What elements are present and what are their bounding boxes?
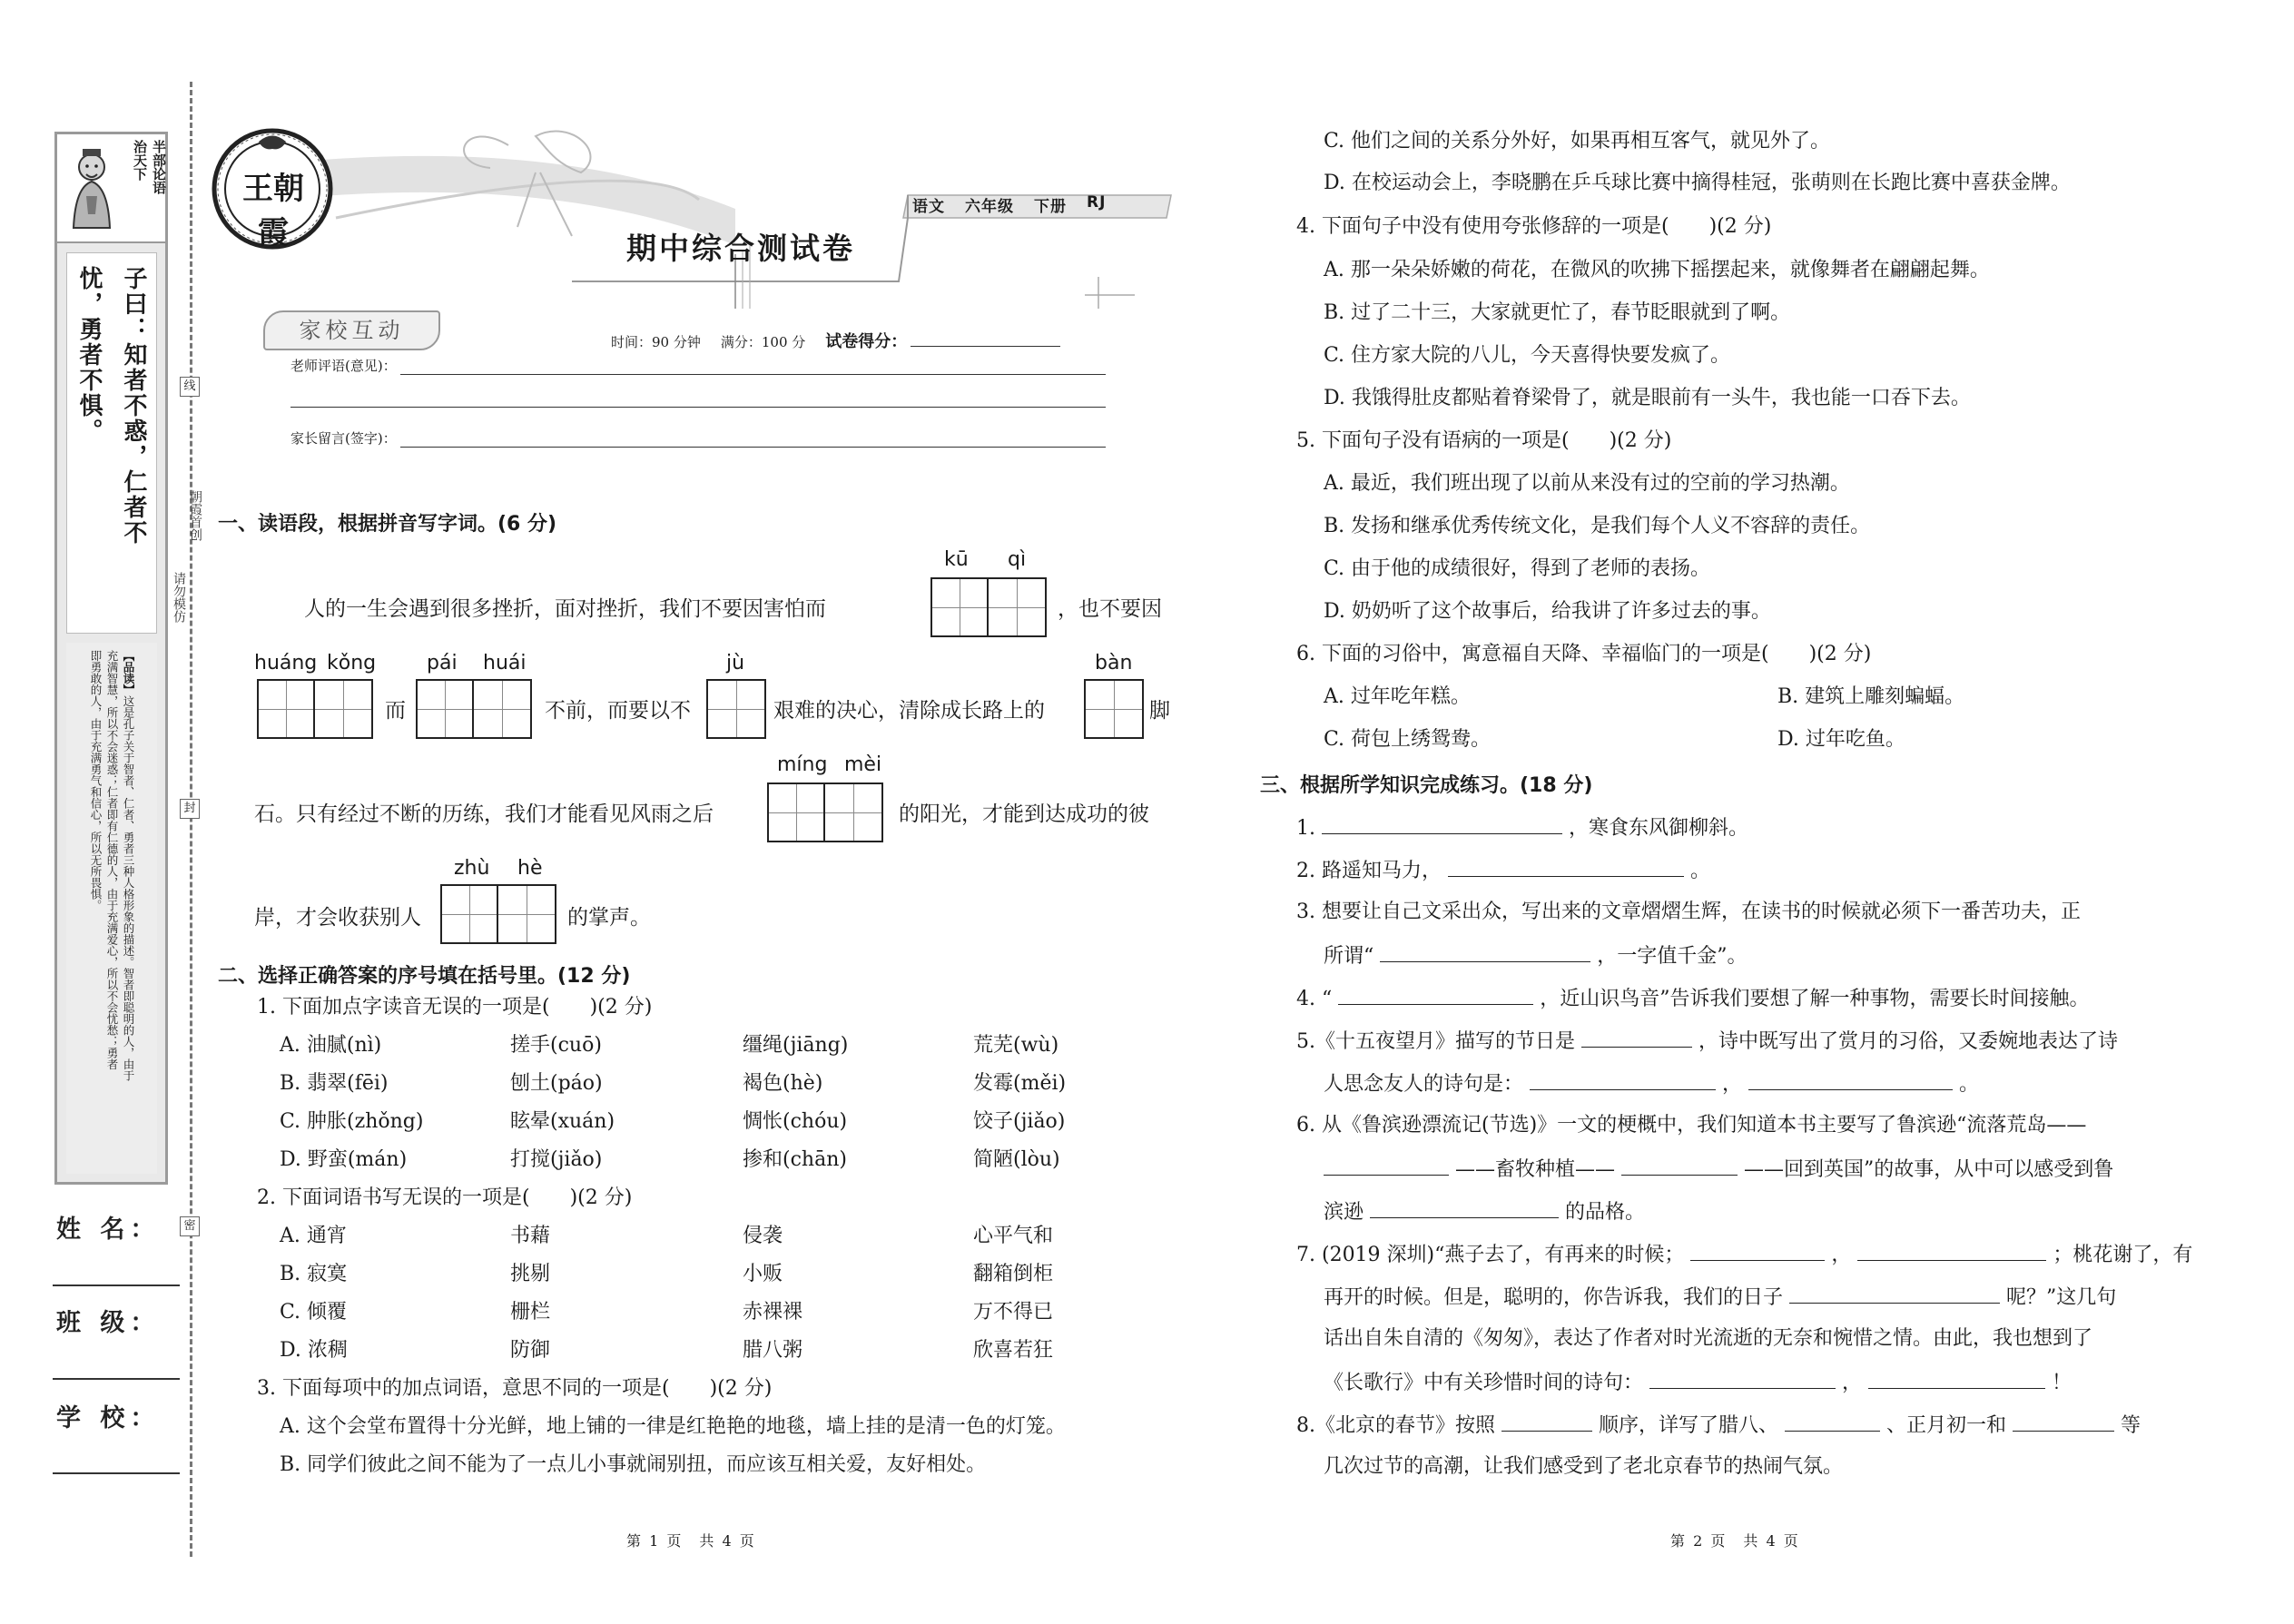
f7-row-1 (1296, 1239, 2192, 1270)
write-box-zhuhe[interactable] (440, 884, 556, 944)
f8-row-1 (1296, 1410, 2141, 1441)
write-cell[interactable] (474, 681, 530, 737)
page-2-footer: 第 2 页 共 4 页 (1670, 1532, 1800, 1550)
parent-comment-row (290, 428, 1106, 448)
f1-num: 1. (1296, 817, 1315, 840)
quote-col-1: 子曰：知者不惑，仁者不 (120, 266, 147, 546)
q2-d-4: 欣喜若狂 (973, 1339, 1054, 1362)
write-cell[interactable] (989, 579, 1045, 635)
q4-option-b: B. 过了二十三，大家就更忙了，春节眨眼就到了啊。 (1324, 301, 1791, 324)
q5-option-c: C. 由于他的成绩很好，得到了老师的表扬。 (1324, 557, 1711, 580)
f7-blank-5[interactable] (1868, 1367, 2045, 1389)
teacher-comment-label: 老师评语(意见)： (290, 358, 397, 374)
write-cell[interactable] (259, 681, 315, 737)
exam-meta (611, 329, 1060, 352)
pinyin-qi: qì (1008, 548, 1027, 571)
q2-a-2: 书藉 (510, 1225, 551, 1247)
para-line-3b: 的阳光，才能到达成功的彼 (899, 802, 1149, 826)
note-line-1: 这是孔子关于智者、仁者、勇者三种人格形象的描述。智者即聪明的人，由于 (122, 695, 135, 1081)
f6-text-b: ——畜牧种植—— (1455, 1158, 1616, 1181)
class-label: 班 级： (56, 1309, 161, 1337)
write-box-paihuai[interactable] (416, 679, 532, 739)
q2-stem: 2. 下面词语书写无误的一项是( )(2 分) (257, 1186, 633, 1209)
f5-blank-3[interactable] (1748, 1068, 1953, 1090)
f5-text-b: ，诗中既写出了赏月的习俗，又委婉地表达了诗 (1698, 1030, 2119, 1053)
pinyin-ming: míng (777, 753, 828, 776)
f3-blank[interactable] (1380, 940, 1590, 962)
f6-row-3 (1324, 1196, 1645, 1227)
f6-blank-1[interactable] (1324, 1154, 1449, 1176)
f8-blank-3[interactable] (2013, 1410, 2114, 1432)
cut-mark-feng: 封 (180, 799, 200, 819)
f7-text-e: 呢？”这几句 (2006, 1286, 2117, 1309)
class-field[interactable] (53, 1378, 180, 1380)
f5-blank-1[interactable] (1581, 1026, 1692, 1048)
f7-blank-4[interactable] (1649, 1367, 1836, 1389)
write-cell[interactable] (418, 681, 474, 737)
course-edition: RJ (1087, 193, 1107, 212)
f8-blank-1[interactable] (1501, 1410, 1592, 1432)
q2-d-1: D. 浓稠 (280, 1339, 348, 1362)
q6-option-c: C. 荷包上绣鸳鸯。 (1324, 728, 1492, 751)
pinyin-he: hè (517, 857, 543, 880)
para-line-1a: 人的一生会遇到很多挫折，面对挫折，我们不要因害怕而 (304, 597, 826, 621)
q1-b-4: 发霉(měi) (973, 1072, 1067, 1095)
f3-text-b: 所谓“ (1324, 945, 1374, 968)
write-box-ju[interactable] (706, 679, 766, 739)
f6-text-e: 的品格。 (1565, 1201, 1646, 1224)
cut-mark-xian: 线 (180, 377, 200, 397)
f7-row-2 (1324, 1282, 2116, 1313)
page-1-footer: 第 1 页 共 4 页 (626, 1532, 756, 1550)
section-2-title: 二、选择正确答案的序号填在括号里。(12 分) (218, 965, 631, 988)
q4-option-d: D. 我饿得肚皮都贴着脊梁骨了，就是眼前有一头牛，我也能一口吞下去。 (1324, 387, 1971, 409)
name-label: 姓 名： (56, 1216, 161, 1244)
f7-text-a: 7. (2019 深圳)“燕子去了，有再来的时候； (1296, 1244, 1685, 1266)
f7-text-b: ， (1831, 1244, 1852, 1266)
q6-option-d: D. 过年吃鱼。 (1777, 728, 1905, 751)
write-cell[interactable] (825, 784, 881, 841)
q1-d-3: 掺和(chān) (743, 1148, 847, 1171)
copyright-note (172, 490, 202, 623)
motto-small (121, 140, 166, 240)
quote-col-2: 忧，勇者不惧。 (75, 266, 103, 444)
f8-text-d: 等 (2121, 1414, 2141, 1437)
quote-commentary (66, 643, 157, 1174)
f4-text-a: 4. “ (1296, 988, 1333, 1010)
cut-note-1: 朝霞首创 (188, 490, 202, 541)
note-col-2: 充满智慧，所以不会迷惑；仁者即有仁德的人，由于充满爱心，所以不会忧愁；勇者 (105, 650, 119, 1070)
f8-blank-2[interactable] (1785, 1410, 1880, 1432)
q2-c-3: 赤裸裸 (743, 1301, 803, 1324)
q5-stem: 5. 下面句子没有语病的一项是( )(2 分) (1296, 429, 1672, 452)
q1-d-2: 打搅(jiǎo) (510, 1148, 603, 1171)
write-box-huangkong[interactable] (257, 679, 373, 739)
home-school-badge: 家校互动 (263, 310, 440, 350)
q2-b-1: B. 寂寞 (280, 1263, 348, 1285)
f7-text-c: ；桃花谢了，有 (2053, 1244, 2193, 1266)
f4-text-b: ，近山识鸟音”告诉我们要想了解一种事物，需要长时间接触。 (1540, 988, 2090, 1010)
write-box-mingmei[interactable] (767, 782, 883, 842)
q2-c-1: C. 倾覆 (280, 1301, 348, 1324)
binding-strip (54, 132, 168, 1185)
q1-b-2: 刨土(páo) (510, 1072, 603, 1095)
f7-text-g: 《长歌行》中有关珍惜时间的诗句： (1324, 1372, 1644, 1394)
motto-col-2: 治天下 (132, 140, 148, 181)
para-line-2c: 艰难的决心，清除成长路上的 (773, 699, 1045, 723)
f2-blank[interactable] (1448, 855, 1684, 877)
q1-c-3: 惆怅(chóu) (743, 1110, 848, 1133)
para-line-3a: 石。只有经过不断的历练，我们才能看见风雨之后 (254, 802, 714, 826)
write-cell[interactable] (315, 681, 371, 737)
write-cell[interactable] (708, 681, 764, 737)
q1-a-1: A. 油腻(nì) (280, 1034, 382, 1057)
motto-col-1: 半部论语 (151, 140, 167, 194)
f6-row-2 (1324, 1154, 2113, 1185)
f5-row-2 (1324, 1068, 1979, 1099)
name-field[interactable] (53, 1284, 180, 1286)
section-3-title: 三、根据所学知识完成练习。(18 分) (1260, 774, 1593, 797)
write-cell[interactable] (498, 886, 555, 942)
q3-option-a: A. 这个会堂布置得十分光鲜，地上铺的一律是红艳艳的地毯，墙上挂的是清一色的灯笼。 (280, 1415, 1066, 1438)
page-title: 期中综合测试卷 (626, 231, 855, 266)
q3-stem: 3. 下面每项中的加点词语，意思不同的一项是( )(2 分) (257, 1377, 773, 1400)
f7-blank-2[interactable] (1857, 1239, 2046, 1261)
f2-text-b: 。 (1689, 860, 1710, 882)
para-line-2b: 不前，而要以不 (545, 699, 691, 723)
q1-a-4: 荒芜(wù) (973, 1034, 1059, 1057)
f6-blank-3[interactable] (1370, 1196, 1559, 1218)
para-line-4b: 的掌声。 (567, 906, 651, 930)
note-tag: 【品读】 (122, 650, 135, 695)
write-cell[interactable] (442, 886, 498, 942)
write-cell[interactable] (932, 579, 989, 635)
exam-full-score: 满分：100 分 (720, 334, 806, 350)
q2-a-3: 侵袭 (743, 1225, 783, 1247)
f4-blank[interactable] (1338, 983, 1533, 1005)
brand-name: 王朝霞 (242, 171, 304, 251)
q1-d-4: 简陋(lòu) (973, 1148, 1060, 1171)
q1-c-1: C. 肿胀(zhǒng) (280, 1110, 424, 1133)
q2-d-3: 腊八粥 (743, 1339, 803, 1362)
note-col-1 (121, 650, 135, 1166)
f7-text-d: 再开的时候。但是，聪明的，你告诉我，我们的日子 (1324, 1286, 1784, 1309)
q6-option-b: B. 建筑上雕刻蝙蝠。 (1777, 685, 1965, 708)
teacher-comment-field[interactable] (400, 359, 1106, 375)
q6-stem: 6. 下面的习俗中，寓意福自天降、幸福临门的一项是( )(2 分) (1296, 643, 1872, 665)
f7-text-h: ， (1842, 1372, 1863, 1394)
para-line-2a: 而 (385, 699, 406, 723)
pinyin-kong: kǒng (327, 652, 377, 674)
pinyin-ju: jù (726, 652, 745, 674)
q4-option-a: A. 那一朵朵娇嫩的荷花，在微风的吹拂下摇摆起来，就像舞者在翩翩起舞。 (1324, 259, 1990, 281)
q2-a-1: A. 通宵 (280, 1225, 347, 1247)
q2-b-2: 挑剔 (510, 1263, 551, 1285)
f5-row-1 (1296, 1026, 2118, 1057)
q1-b-1: B. 翡翠(fēi) (280, 1072, 389, 1095)
para-line-2d: 脚 (1149, 699, 1170, 723)
confucius-icon (64, 142, 115, 232)
teacher-comment-line-2[interactable] (290, 407, 1106, 408)
cut-mark-mi: 密 (180, 1216, 200, 1236)
f8-text-c: 、正月初一和 (1886, 1414, 2007, 1437)
q1-c-2: 眩晕(xuán) (510, 1110, 615, 1133)
write-cell[interactable] (769, 784, 825, 841)
f6-text-d: 滨逊 (1324, 1201, 1364, 1224)
q5-option-b: B. 发扬和继承优秀传统文化，是我们每个人义不容辞的责任。 (1324, 515, 1871, 537)
f3-row (1324, 940, 1748, 971)
course-info (912, 193, 1106, 216)
f7-row-4 (1324, 1367, 2072, 1398)
strip-header (57, 134, 165, 243)
exam-time: 时间：90 分钟 (611, 334, 701, 350)
q2-b-3: 小贩 (743, 1263, 783, 1285)
q3-option-b: B. 同学们彼此之间不能为了一点儿小事就闹别扭，而应该互相关爱，友好相处。 (280, 1453, 987, 1476)
f7-blank-1[interactable] (1690, 1239, 1825, 1261)
q1-stem: 1. 下面加点字读音无误的一项是( )(2 分) (257, 996, 653, 1019)
teacher-comment-row (290, 356, 1106, 375)
pinyin-ban: bàn (1095, 652, 1133, 674)
write-box-kuqi[interactable] (930, 577, 1047, 637)
f7-text-i: ！ (2052, 1372, 2072, 1394)
q1-a-2: 搓手(cuō) (510, 1034, 602, 1057)
f5-text-d: ， (1722, 1073, 1743, 1096)
q2-a-4: 心平气和 (973, 1225, 1054, 1247)
f8-text-a: 8.《北京的春节》按照 (1296, 1414, 1495, 1437)
f6-line-1: 6. 从《鲁滨逊漂流记(节选)》一文的梗概中，我们知道本书主要写了鲁滨逊“流落荒岛—— (1296, 1114, 2087, 1137)
f5-text-c: 人思念友人的诗句是： (1324, 1073, 1524, 1096)
score-field[interactable] (911, 330, 1060, 347)
pinyin-pai: pái (427, 652, 458, 674)
q1-c-4: 饺子(jiǎo) (973, 1110, 1066, 1133)
f7-blank-3[interactable] (1789, 1282, 2000, 1304)
pinyin-huai: huái (483, 652, 527, 674)
f1-text: ，寒食东风御柳斜。 (1569, 817, 1749, 840)
q6-option-a: A. 过年吃年糕。 (1324, 685, 1471, 708)
course-subject: 语文 (912, 198, 945, 216)
para-line-4a: 岸，才会收获别人 (254, 906, 421, 930)
write-box-ban[interactable] (1084, 679, 1144, 739)
score-label: 试卷得分： (825, 332, 908, 351)
q3-option-d: D. 在校运动会上，李晓鹏在乒乓球比赛中摘得桂冠，张萌则在长跑比赛中喜获金牌。 (1324, 172, 2071, 194)
q1-a-3: 缰绳(jiāng) (743, 1034, 849, 1057)
pinyin-zhu: zhù (454, 857, 490, 880)
f8-line-2: 几次过节的高潮，让我们感受到了老北京春节的热闹气氛。 (1324, 1455, 1844, 1478)
write-cell[interactable] (1086, 681, 1142, 737)
section-1-title: 一、读语段，根据拼音写字词。(6 分) (218, 513, 557, 536)
f5-text-e: 。 (1959, 1073, 1980, 1096)
parent-comment-label: 家长留言(签字)： (290, 430, 397, 447)
f2-text-a: 2. 路遥知马力， (1296, 860, 1442, 882)
parent-comment-field[interactable] (400, 431, 1106, 448)
f8-text-b: 顺序，详写了腊八、 (1599, 1414, 1779, 1437)
note-col-3: 即勇敢的人，由于充满勇气和信心，所以无所畏惧。 (89, 650, 103, 911)
school-label: 学 校： (56, 1404, 161, 1432)
f4-row (1296, 983, 2089, 1014)
q5-option-d: D. 奶奶听了这个故事后，给我讲了许多过去的事。 (1324, 600, 1771, 623)
f1-blank[interactable] (1322, 812, 1562, 834)
f6-text-c: ——回到英国”的故事，从中可以感受到鲁 (1744, 1158, 2114, 1181)
f2-row (1296, 855, 1710, 886)
f5-blank-2[interactable] (1530, 1068, 1716, 1090)
cut-note-2: 请勿模仿 (172, 572, 186, 623)
pinyin-huang: huáng (254, 652, 318, 674)
q4-stem: 4. 下面句子中没有使用夸张修辞的一项是( )(2 分) (1296, 215, 1772, 238)
q2-c-2: 栅栏 (510, 1301, 551, 1324)
course-volume: 下册 (1034, 198, 1067, 216)
q2-d-2: 防御 (510, 1339, 551, 1362)
pinyin-ku: kū (944, 548, 969, 571)
q2-b-4: 翻箱倒柜 (973, 1263, 1054, 1285)
f3-line-1: 3. 想要让自己文采出众，写出来的文章熠熠生辉，在读书的时候就必须下一番苦功夫，正 (1296, 901, 2081, 923)
course-grade: 六年级 (965, 198, 1014, 216)
pinyin-mei: mèi (844, 753, 882, 776)
q4-option-c: C. 住方家大院的八儿，今天喜得快要发疯了。 (1324, 344, 1731, 367)
f1-row (1296, 812, 1748, 843)
f6-blank-2[interactable] (1621, 1154, 1738, 1176)
school-field[interactable] (53, 1472, 180, 1474)
q1-d-1: D. 野蛮(mán) (280, 1148, 408, 1171)
f3-text-c: ，一字值千金”。 (1597, 945, 1748, 968)
q5-option-a: A. 最近，我们班出现了以前从来没有过的空前的学习热潮。 (1324, 472, 1850, 495)
q3-option-c: C. 他们之间的关系分外好，如果再相互客气，就见外了。 (1324, 130, 1831, 153)
f5-text-a: 5.《十五夜望月》描写的节日是 (1296, 1030, 1575, 1053)
q2-c-4: 万不得已 (973, 1301, 1054, 1324)
confucius-quote (66, 252, 157, 634)
q1-b-3: 褐色(hè) (743, 1072, 823, 1095)
para-line-1b: ，也不要因 (1058, 597, 1162, 621)
f7-line-3: 话出自朱自清的《匆匆》，表达了作者对时光流逝的无奈和惋惜之情。由此，我也想到了 (1324, 1327, 2093, 1350)
